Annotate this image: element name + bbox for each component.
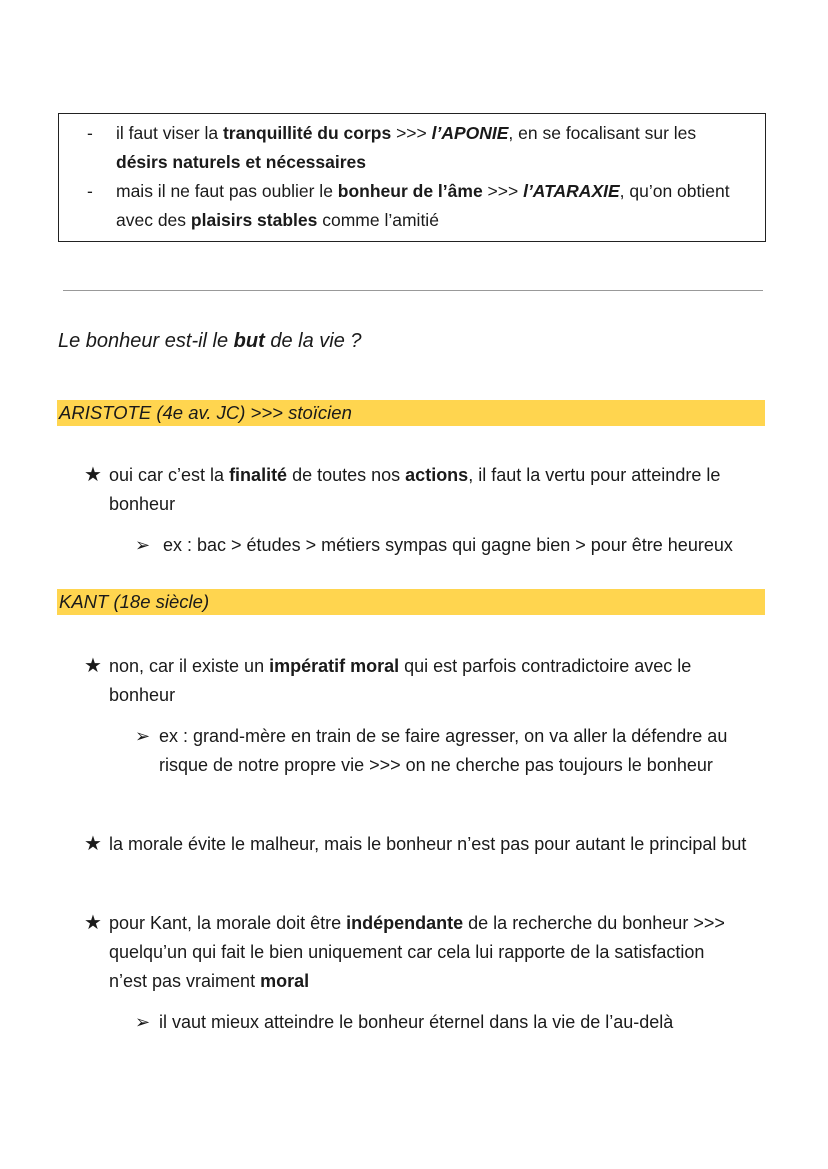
kant-bullet-2: la morale évite le malheur, mais le bonheur n’est pas pour autant le principal but bbox=[109, 834, 747, 854]
kant-sub-2: il vaut mieux atteindre le bonheur éternel dans la vie de l’au-delà bbox=[159, 1012, 674, 1032]
kant-bullet-1: non, car il existe un impératif moral qui est parfois contradictoire avec le bbox=[109, 656, 692, 676]
dash-bullet: - bbox=[87, 181, 93, 201]
aristote-bullet-1: oui car c’est la finalité de toutes nos actions, il faut la vertu pour atteindre le bbox=[109, 465, 721, 485]
box-item-text: il faut viser la tranquillité du corps >>> l’APONIE, en se focalisant sur les bbox=[116, 123, 697, 143]
kant-bullet-3-cont-2: n’est pas vraiment moral bbox=[109, 971, 310, 991]
aristote-sub-1: ex : bac > études > métiers sympas qui gagne bien > pour être heureux bbox=[163, 535, 733, 555]
star-bullet-icon: ★ bbox=[84, 833, 102, 855]
star-bullet-icon: ★ bbox=[84, 464, 102, 486]
arrow-bullet-icon: ➢ bbox=[135, 535, 151, 555]
star-bullet-icon: ★ bbox=[84, 655, 102, 677]
dash-bullet: - bbox=[87, 123, 93, 143]
box-item-text: mais il ne faut pas oublier le bonheur de l’âme >>> l’ATARAXIE, qu’on obtient bbox=[116, 181, 730, 201]
kant-bullet-3-cont: quelqu’un qui fait le bien uniquement car cela lui rapporte de la satisfaction bbox=[109, 942, 705, 962]
horizontal-divider bbox=[63, 290, 763, 291]
aristote-bullet-1-cont: bonheur bbox=[109, 494, 176, 514]
section-question: Le bonheur est-il le but de la vie ? bbox=[58, 330, 362, 352]
arrow-bullet-icon: ➢ bbox=[135, 1012, 151, 1032]
star-bullet-icon: ★ bbox=[84, 912, 102, 934]
heading-aristote: ARISTOTE (4e av. JC) >>> stoïcien bbox=[57, 400, 765, 426]
kant-bullet-1-cont: bonheur bbox=[109, 685, 176, 705]
arrow-bullet-icon: ➢ bbox=[135, 726, 151, 746]
summary-box: - il faut viser la tranquillité du corps >>> l’APONIE, en se focalisant sur les désirs naturels et nécessaires - mais il ne faut pas oublier le bonheur de l’âme >>> l’ATARAXIE, qu’on obtient avec des plaisirs stables comme l’amitié bbox=[58, 113, 766, 242]
kant-sub-1: ex : grand-mère en train de se faire agresser, on va aller la défendre au bbox=[159, 726, 728, 746]
heading-kant: KANT (18e siècle) bbox=[57, 589, 765, 615]
kant-sub-1-cont: risque de notre propre vie >>> on ne cherche pas toujours le bonheur bbox=[159, 755, 713, 775]
kant-bullet-3: pour Kant, la morale doit être indépendante de la recherche du bonheur >>> bbox=[109, 913, 725, 933]
